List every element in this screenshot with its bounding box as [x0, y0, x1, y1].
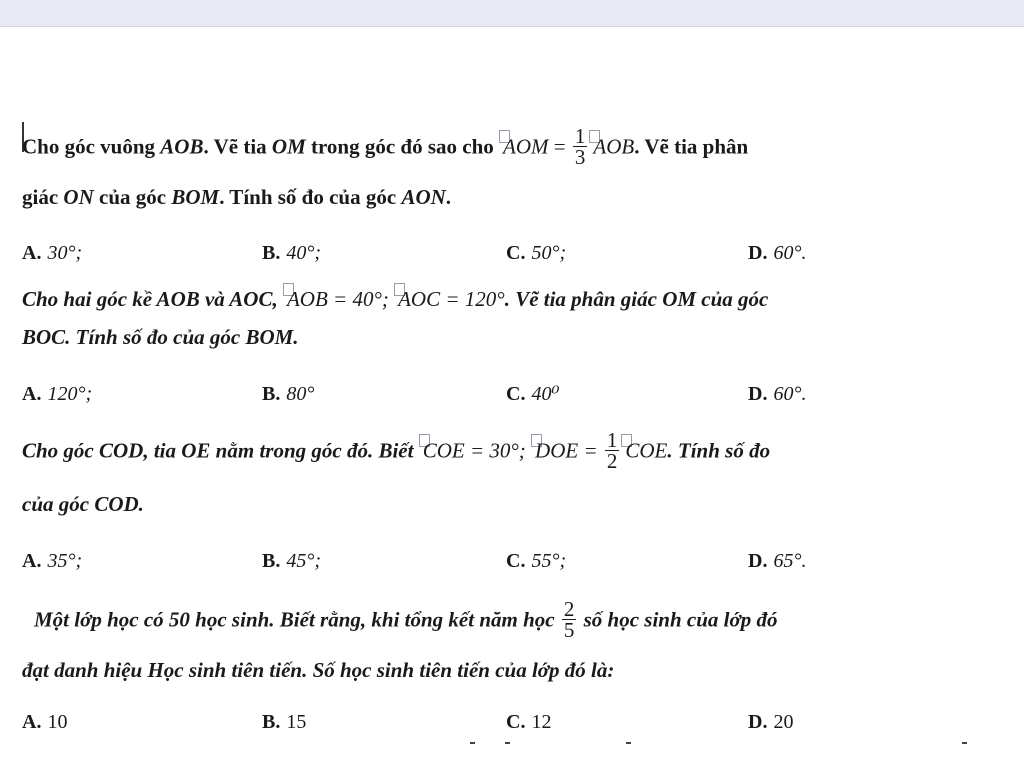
option-label: C. — [506, 242, 526, 264]
q2-equation: AOB = 40° — [286, 287, 382, 311]
q1-math: AOB — [160, 134, 204, 159]
option-label: B. — [262, 711, 281, 733]
answer-option-b — [262, 709, 306, 735]
q2-text: Cho hai góc kề AOB và AOC, — [22, 287, 283, 311]
option-value: 80° — [286, 383, 315, 405]
answer-option-b — [262, 548, 321, 574]
option-value: 120°; — [47, 383, 93, 405]
q2-equation: AOC = 120° — [398, 287, 505, 311]
option-label: C. — [506, 550, 526, 572]
answer-option-a — [22, 240, 82, 266]
option-value: 20 — [773, 711, 794, 733]
fraction-denominator: 3 — [574, 145, 586, 169]
answer-option-a — [22, 548, 82, 574]
answer-option-b — [262, 381, 314, 407]
answer-option-d — [748, 548, 806, 574]
fraction-numerator: 1 — [606, 428, 618, 452]
q1-text: . Tính số đo của góc — [219, 185, 402, 209]
underline-mark — [962, 742, 967, 744]
q3-text: của góc COD. — [22, 492, 144, 516]
option-value: 15 — [286, 711, 307, 733]
underline-mark — [505, 742, 510, 744]
option-label: A. — [22, 550, 42, 572]
q2-text: . Vẽ tia phân giác OM của góc — [504, 287, 769, 311]
option-label: D. — [748, 242, 768, 264]
option-label: D. — [748, 383, 768, 405]
q1-text: Cho góc vuông — [22, 134, 161, 159]
answer-option-b — [262, 240, 321, 266]
option-label: C. — [506, 711, 526, 733]
fraction-denominator: 5 — [563, 618, 575, 642]
question-2-line-2 — [22, 324, 299, 350]
q3-text: Cho góc COD, tia OE nằm trong góc đó. Biết — [22, 438, 419, 463]
fraction-denominator: 2 — [606, 449, 618, 473]
fraction-one-half — [605, 430, 620, 471]
q1-text: giác — [22, 185, 64, 209]
q1-math: ON — [63, 185, 94, 209]
question-1-line-2 — [22, 184, 451, 210]
answer-option-c — [506, 381, 559, 407]
answer-option-a — [22, 381, 92, 407]
option-value: 40°; — [286, 242, 322, 264]
q3-equation: ; — [518, 438, 532, 463]
option-value: 45°; — [286, 550, 322, 572]
option-label: B. — [262, 383, 281, 405]
option-value: 50°; — [531, 242, 567, 264]
q1-math: AON — [401, 185, 446, 209]
option-value: 35°; — [47, 550, 83, 572]
answer-option-d — [748, 381, 806, 407]
option-value: 60°. — [773, 383, 807, 405]
answer-option-c — [506, 548, 566, 574]
option-label: A. — [22, 242, 42, 264]
underline-mark — [470, 742, 475, 744]
answer-option-c — [506, 709, 551, 735]
q1-equation: AOM — [503, 134, 549, 159]
question-2-line-1 — [22, 283, 768, 312]
fraction-numerator: 2 — [563, 597, 575, 621]
q2-equation: ; — [381, 287, 395, 311]
q1-math: OM — [271, 134, 306, 159]
q3-equation: COE = 30° — [422, 438, 519, 463]
q1-text: trong góc đó sao cho — [305, 134, 500, 159]
underline-mark — [626, 742, 631, 744]
q4-text: Một lớp học có 50 học sinh. Biết rằng, khi tổng kết năm học — [34, 607, 560, 632]
question-4-line-1 — [34, 597, 778, 642]
option-value: 40⁰ — [531, 383, 560, 405]
option-label: D. — [748, 711, 768, 733]
option-value: 65°. — [773, 550, 807, 572]
option-value: 60°. — [773, 242, 807, 264]
option-label: B. — [262, 242, 281, 264]
option-label: B. — [262, 550, 281, 572]
q3-equation: DOE = — [535, 438, 603, 463]
q3-equation: COE — [625, 438, 668, 463]
q4-text: số học sinh của lớp đó — [578, 607, 778, 632]
answer-option-a — [22, 709, 67, 735]
fraction-two-fifths — [562, 599, 577, 640]
q1-equation: AOB — [593, 134, 635, 159]
q3-text: . Tính số đo — [667, 438, 771, 463]
option-label: A. — [22, 711, 42, 733]
answer-option-c — [506, 240, 566, 266]
q1-math: BOM — [171, 185, 220, 209]
q1-text: . — [445, 185, 452, 209]
fraction-numerator: 1 — [574, 124, 586, 148]
q1-text: . Vẽ tia — [203, 134, 272, 159]
fraction-one-third — [573, 126, 588, 167]
q1-text: . Vẽ tia phân — [634, 134, 749, 159]
q1-text: của góc — [93, 185, 172, 209]
q1-equation: = — [548, 134, 571, 159]
option-value: 55°; — [531, 550, 567, 572]
option-value: 10 — [47, 711, 68, 733]
answer-option-d — [748, 240, 806, 266]
answer-option-d — [748, 709, 793, 735]
option-label: C. — [506, 383, 526, 405]
option-value: 12 — [531, 711, 552, 733]
option-label: A. — [22, 383, 42, 405]
question-3-line-2 — [22, 491, 144, 517]
q4-text: đạt danh hiệu Học sinh tiên tiến. Số học sinh tiên tiến của lớp đó là: — [22, 658, 615, 682]
question-3-line-1 — [22, 428, 771, 473]
q2-text: BOC. Tính số đo của góc BOM. — [22, 325, 299, 349]
option-value: 30°; — [47, 242, 83, 264]
option-label: D. — [748, 550, 768, 572]
question-4-line-2 — [22, 657, 614, 683]
question-1-line-1 — [22, 124, 749, 169]
